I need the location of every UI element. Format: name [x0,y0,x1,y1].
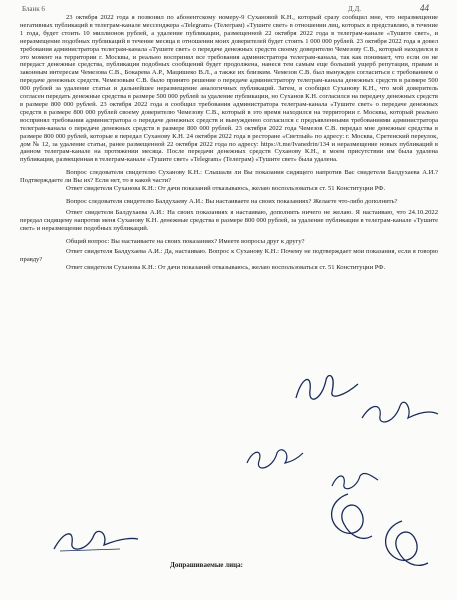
interrogated-persons-label: Допрашиваемые лица: [170,561,243,569]
signature-6 [50,525,140,555]
date-label: Д.Д. [348,5,362,13]
page-number: 44 [420,3,429,13]
signature-3 [245,445,305,471]
signature-5 [320,490,376,546]
question-1: Вопрос следователя свидетелю Суханову К.Н.: Слышали ли Вы показания сидящего напротив Вас свидетеля Балдухаева А.И.? Подтверждаете ли Вы их? Если нет, то в какой части? [20,169,438,185]
answer-4: Ответ свидетеля Суханова К.Н.: От дачи показаний отказываюсь, желаю воспользоваться ст. 51 Конституции РФ. [66,264,386,272]
signature-7 [372,515,432,575]
question-3: Общий вопрос: Вы настаиваете на своих показаниях? Имеете вопросы друг к другу? [66,237,305,245]
question-2: Вопрос следователя свидетелю Балдухаеву А.И.: Вы настаиваете на своих показаниях? Желаете что-либо дополнить? [66,197,398,205]
protocol-text [20,14,438,272]
answer-1: Ответ свидетеля Суханова К.Н.: От дачи показаний отказываюсь, желаю воспользоваться ст. 51 Конституции РФ. [66,185,386,193]
answer-2: Ответ свидетеля Балдухаева А.И.: На своих показаниях я настаиваю, дополнить ничего не желаю. Я настаиваю, что 24.10.2022 передал сидящему напротив меня Суханову К.Н. денежные средства в размере 800 000 рублей, за удаление публикации в телеграм-канале «Тушите свет» и неразмещение подобных публикаций. [20,208,438,232]
signature-1 [292,370,362,404]
answer-3: Ответ свидетеля Балдухаева А.И.: Да, настаиваю. Вопрос к Суханову К.Н.: Почему не подтверждает мои показания, если я говорю правду? [20,248,438,264]
signature-2 [360,398,440,428]
testimony-paragraph: 23 октября 2022 года я позвонил по абонентскому номеру-9 Сухановой К.Н., который сразу сообщил мне, что неразмещение негативных публикаций в телеграм-канале мессенджера «Telegram» (Телеграм) «Тушите свет» в отношении лиц, которых я представляю, в течение 1 года, будет стоить 10 миллионов рублей, а удаление публикации, размещенной 22 октября 2022 года в телеграм-канале «Тушите свет», и неразмещение подобных публикаций в течение месяца в отношении моих доверителей будет стоить 1 000 000 рублей. 23 октября 2022 года я довел требования администратора телеграм-канала «Тушите свет» о передаче денежных средств своему доверителю Чемезову С.В., который находился в это момент на территории г. Москвы, и реально воспринял все требования администратора телеграм-канала, так как понимает, что если он не передаст денежные средства, публикация подобных сообщений будет продолжена, нанеся тем самым еще больший ущерб репутации, правам и законным интересам Чемезова С.В., Бокарева А.Р., Мацишеко В.Л., а также их близким. Чемезов С.В. был вынужден согласиться с требованием о передаче денежных средств. Чемезовым С.В. было принято решение о передаче администратору телеграм-канала денежных средств в размере 500 000 рублей за удаление статьи и дальнейшее неразмещение аналогичных публикаций. Затем, я сообщил Суханову К.Н., что мой доверитель согласен передать денежные средства в размере 500 000 рублей за удаление публикации, но Суханов К.Н. согласился на передачу денежных средств в размере 800 000 рублей. 23 октября 2022 года я сообщил требования администратора телеграм-канала «Тушите свет» о передаче денежных средств в размере 800 000 рублей своему доверителю Чемезову С.В., который в это время находился на территории г. Москвы, который реально воспринял требования администратора о передаче денежных средств и вынужденно согласился с предъявленными требованиями администратора телеграм-канала о передаче денежных средств в размере 800 000 рублей. 23 октября 2022 года Чемезов С.В. передал мне денежные средства в размере 800 000 рублей, которые я передал Суханову К.Н. 24 октября 2022 года в ресторане «Светлый» по адресу: г. Москва, Сретенский переулок, дом № 12, за удаление статьи, ранее размещенной 22 октября 2022 года по адресу: https://t.me/Ivanedrin/134 и неразмещение новых публикаций в данном телеграм-канале на протяжении месяца. После передачи денежных средств Суханову К.Н., в моем присутствии им была удалена публикация, размещенная в телеграм-канале «Тушите свет» «Telegram» (Телеграм) «Тушите свет» была удалена. [20,14,438,164]
form-label: Бланк 6 [22,5,45,13]
